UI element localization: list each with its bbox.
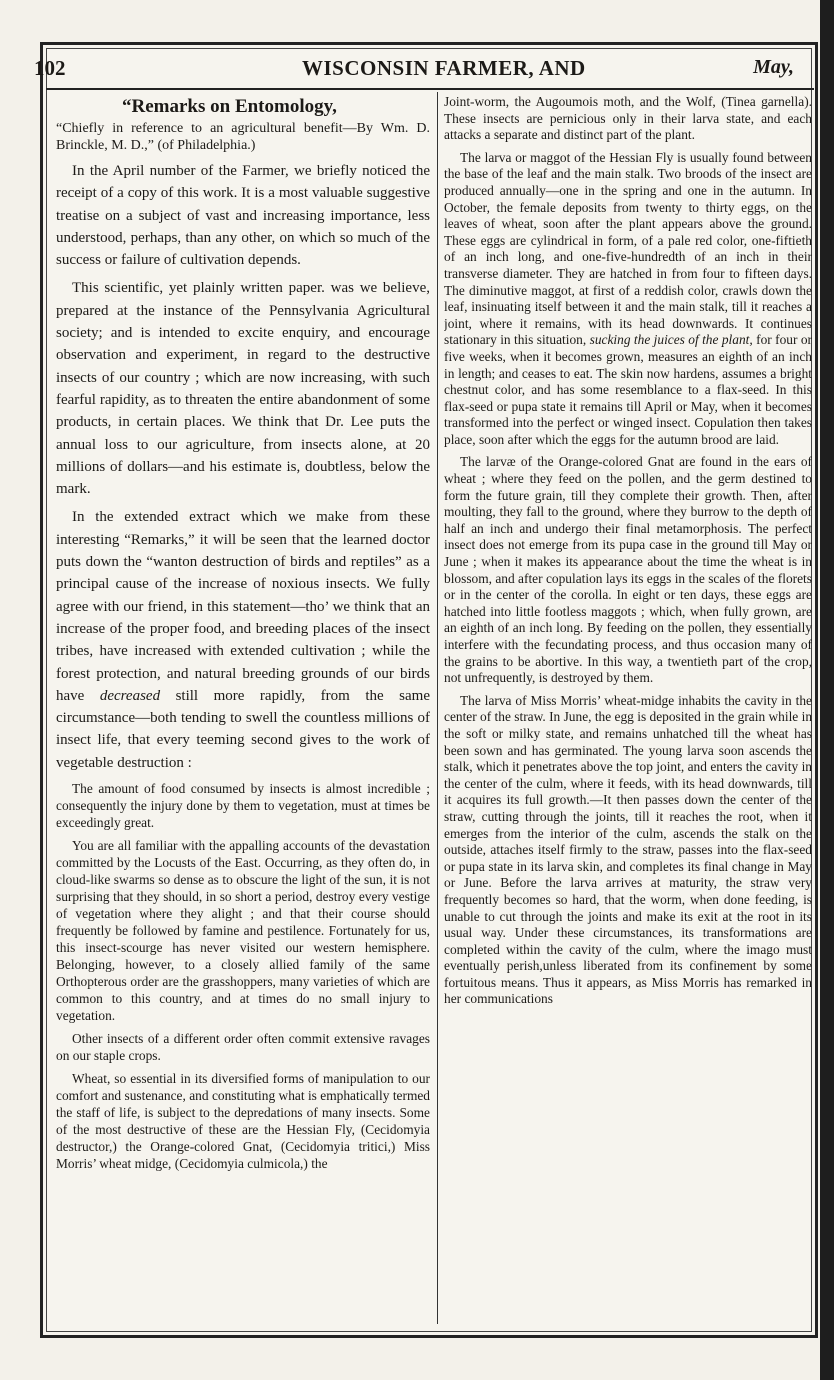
paragraph-text: The larva or maggot of the Hessian Fly is usually found between the base of the leaf and the main stalk. Two broods of the insect are produced annually—one in the spring and one in the autumn. In October, the female deposits from twenty to thirty eggs, on the leaves of wheat, soon after the plant appears above the ground. These eggs are cylindrical in form, of a pale red color, one-fiftieth of an inch long, and one-five-hundredth of an inch in their transverse diameter. They are hatched in from four to fifteen days. The diminutive maggot, at first of a reddish color, crawls down the leaf, insinuating itself between it and the main stalk, till it reaches a joint, where it remains, with its head downwards. It continues stationary in this situation, xyxy=(444,149,812,348)
right-column xyxy=(444,94,812,1326)
publication-title: WISCONSIN FARMER, AND xyxy=(302,56,586,80)
paragraph: The larvæ of the Orange-colored Gnat are found in the ears of wheat ; where they feed on the pollen, and the germ destined to form the future grain, till they complete their growth. Then, after moulting, they fall to the ground, where they burrow to the depth of half an inch and undergo their final metamorphosis. The perfect insect does not emerge from its pupa case in the ground till May or June ; when it makes its appearance about the time the wheat is in blossom, and after copulation lays its eggs in the scales of the florets or in the center of the corolla. In eight or ten days, these eggs are hatched into little footless maggots ; which, when fully grown, are an eighth of an inch long. By feeding on the pollen, they essentially interfere with the fecundating process, and thus occasion many of the grains to be abortive. In this way, a twentieth part of the crop, not unfrequently, is destroyed by them. xyxy=(444,454,812,686)
book-spine-edge xyxy=(820,0,834,1380)
quoted-paragraph: You are all familiar with the appalling accounts of the devastation committed by the Locusts of the East. Occurring, as they often do, in cloud-like swarms so dense as to obscure the light of the sun, it is not surprising that they should, in so short a period, destroy every vestige of vegetation where they alight ; and that their course should frequently be followed by famine and pestilence. Fortunately for us, this insect-scourge has never visited our western hemisphere. Belonging, however, to a closely allied family of the same Orthopterous order are the grasshoppers, many varieties of which are common to this country, and at times do no small injury to vegetation. xyxy=(56,838,430,1024)
italic-phrase: sucking the juices of the plant, xyxy=(589,332,753,348)
paragraph-text: for four or five weeks, when it becomes grown, measures an eighth of an inch in length; and ceases to eat. The skin now hardens, assumes a bright chestnut color, and has some resemblance to a flax-seed. In this flax-seed or pupa state it remains till April or May, when it becomes transformed into the perfect or winged insect. Copulation then takes place, soon after which the eggs for the autumn brood are laid. xyxy=(444,332,812,447)
quoted-paragraph: Other insects of a different order often commit extensive ravages on our staple crops. xyxy=(56,1031,430,1064)
paragraph: In the April number of the Farmer, we briefly noticed the receipt of a copy of this work. It is a most valuable suggestive treatise on a subject of vast and increasing importance, less understood, perhaps, than any other, on which so much of the success or failure of cultivation depends. xyxy=(56,163,430,269)
paragraph: This scientific, yet plainly written paper. was we believe, prepared at the instance of the Pennsylvania Agricultural society; and is intended to excite enquiry, and encourage observation and experiment, in regard to the destructive insects of our country ; which are now increasing, with such fearful rapidity, as to threaten the entire abandonment of some products, in certain places. We think that Dr. Lee puts the annual loss to our agriculture, from insects alone, at 20 millions of dollars—and his estimate is, doubtless, below the mark. xyxy=(56,280,430,498)
paragraph: In the extended extract which we make from these interesting “Remarks,” it will be seen that the learned doctor puts down the “wanton destruction of birds and reptiles” as a principal cause of the increase of noxious insects. We fully agree with our friend, in this statement—tho’ we think that an increase of the proper food, and breeding places of the insect tribes, have increased with extended cultivation ; while the forest protection, and natural breeding grounds of our birds have decreased still more rapidly, from the same circumstance—both tending to swell the countless millions of insect life, that every teeming second gives to the work of vegetable destruction : xyxy=(56,509,430,771)
left-column xyxy=(56,94,430,1326)
quoted-paragraph: Wheat, so essential in its diversified forms of manipulation to our comfort and sustenance, and constituting what is emphatically termed the staff of life, is subject to the depredations of many insects. Some of the most destructive of these are the Hessian Fly, (Cecidomyia destructor,) the Orange-colored Gnat, (Cecidomyia tritici,) Miss Morris’ wheat midge, (Cecidomyia culmicola,) the xyxy=(56,1071,430,1172)
page-header xyxy=(34,56,794,86)
header-rule xyxy=(46,88,814,90)
issue-month: May, xyxy=(753,56,794,78)
article-byline: “Chiefly in reference to an agricultural benefit—By Wm. D. Brinckle, M. D.,” (of Philadelphia.) xyxy=(56,121,430,153)
page-number: 102 xyxy=(34,56,66,80)
quoted-paragraph: The amount of food consumed by insects is almost incredible ; consequently the injury done by them to vegetation, must at times be exceedingly great. xyxy=(56,781,430,831)
article-title: “Remarks on Entomology, xyxy=(122,96,337,117)
paragraph: The larva of Miss Morris’ wheat-midge inhabits the cavity in the center of the straw. In June, the egg is deposited in the grain while in the soft or milky state, and remains unhatched till the wheat has been sown and has germinated. The young larva soon ascends the stalk, which it penetrates above the top joint, and enters the cavity in the center of the culm, where it feeds, with its head downwards, till it acquires its full growth.—It then passes down the center of the straw, cutting through the joints, till it reaches the root, when it emerges from the interior of the culm, ascends the stalk on the outside, attaches itself firmly to the straw, passes into the flax-seed or pupa state in its larva skin, and completes its final change in May or June. Before the larva arrives at maturity, the straw very frequently becomes so hard, that the worm, when done feeding, is unable to cut through the joints and make its exit at the root in its usual way. Under these circumstances, its transformations are completed within the cavity of the culm, where the imago must eventually perish,unless liberated from its confinement by some fortuitous means. Thus it appears, as Miss Morris has remarked in her communications xyxy=(444,692,812,1007)
italic-word: decreased xyxy=(99,687,161,704)
column-divider xyxy=(437,92,438,1324)
paragraph: Joint-worm, the Augoumois moth, and the Wolf, (Tinea garnella). These insects are pernicious only in their larva state, and each attacks a separate and distinct part of the plant. xyxy=(444,94,812,143)
paragraph xyxy=(444,150,812,449)
